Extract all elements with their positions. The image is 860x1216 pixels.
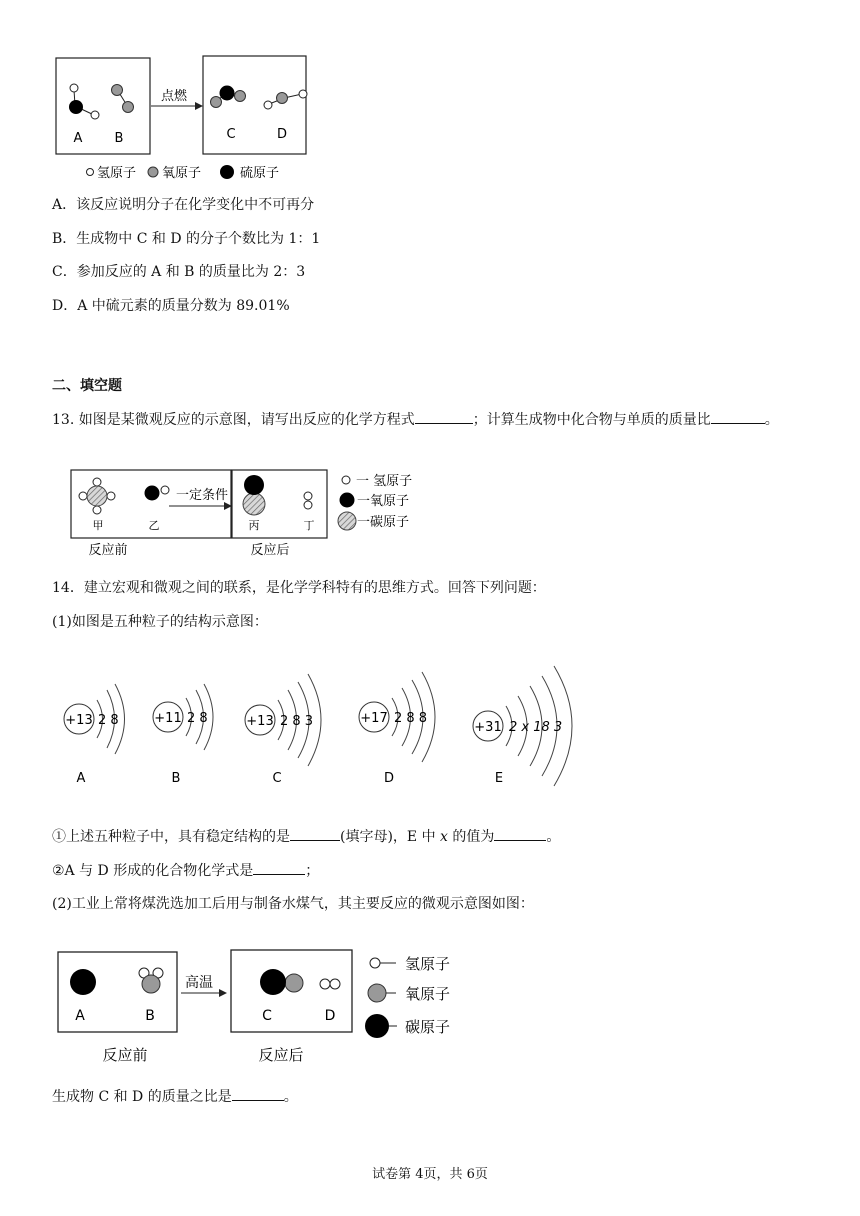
nucleus-d: +17 [360,711,388,726]
q14-blank-x-value [494,826,546,841]
molecule-ding [304,492,312,509]
molecule-bing [243,475,265,515]
shells-d: 2 8 8 [394,711,428,726]
q14-sub1-text-a: ①上述五种粒子中，具有稳定结构的是 [52,829,290,845]
molecule-b [112,85,134,113]
molecule-d [320,979,340,989]
label-yi: 乙 [148,519,160,532]
molecule-a [69,84,99,119]
q13-part2: ；计算生成物中化合物与单质的质量比 [472,412,711,428]
label-a: A [75,1008,85,1024]
q14-sub1-x: x [440,829,448,845]
q13-figure [65,462,435,562]
molecule-yi [145,486,170,501]
label-d: D [276,127,288,142]
molecule-jia [79,478,115,514]
q14-part2: (2)工业上常将煤洗选加工后用与制备水煤气，其主要反应的微观示意图如图： [52,896,534,912]
section-title-fill-blank: 二、填空题 [52,378,122,394]
q14-sub2-text-a: ②A 与 D 形成的化合物化学式是 [52,863,254,879]
q14-figure2 [55,944,475,1069]
label-before: 反应前 [102,1046,148,1064]
q14-sub1-text-d: 。 [546,829,561,845]
q12-option-a: A．该反应说明分子在化学变化中不可再分 [52,197,315,213]
q14-blank-mass-ratio [232,1086,284,1101]
q14-stem: 14．建立宏观和微观之间的联系，是化学学科特有的思维方式。回答下列问题： [52,580,546,596]
molecule-c [260,969,303,995]
q13-part3: 。 [764,412,779,428]
q14-part1: (1)如图是五种粒子的结构示意图： [52,614,268,630]
shells-c: 2 8 3 [280,714,314,729]
q14-blank-formula [253,860,305,875]
q13-blank-equation [415,409,473,424]
q13-blank-mass-ratio [711,409,765,424]
atom-label-d: D [383,771,395,786]
molecule-b [139,968,163,993]
atom-b [153,684,213,786]
legend-c: 碳原子 [405,1018,451,1036]
nucleus-b: +11 [154,711,182,726]
label-after: 反应后 [250,543,290,558]
arrow-label: 高温 [185,975,213,991]
nucleus-c: +13 [246,714,274,729]
label-jia: 甲 [92,519,104,532]
legend-o: 氧原子 [405,985,451,1003]
label-a: A [73,131,83,146]
q12-option-d: D．A 中硫元素的质量分数为 89.01% [52,298,290,314]
atom-d [359,672,435,786]
legend-o: 一氧原子 [357,494,410,509]
atom-label-c: C [272,771,282,786]
molecule-d [264,90,307,109]
q13-part1: 13. 如图是某微观反应的示意图，请写出反应的化学方程式 [52,412,415,428]
page-footer: 试卷第 4页，共 6页 [372,1167,488,1182]
atom-e [473,666,572,786]
label-b: B [145,1008,155,1024]
arrow-label: 一定条件 [175,488,229,503]
label-ding: 丁 [303,519,315,532]
nucleus-e: +31 [474,720,502,735]
q12-option-c: C．参加反应的 A 和 B 的质量比为 2：3 [52,264,306,280]
label-bing: 丙 [248,519,260,532]
q14-last-text-a: 生成物 C 和 D 的质量之比是 [52,1089,232,1105]
legend-h: 氢原子 [97,166,137,181]
nucleus-a: +13 [65,713,93,728]
label-d: D [324,1008,336,1024]
atom-c [245,674,321,786]
q14-last [52,1086,298,1107]
q14-blank-stable [290,826,340,841]
atom-label-e: E [494,771,504,786]
shells-b: 2 8 [187,711,208,726]
legend-h: 一 氢原子 [356,474,413,489]
molecule-c [211,86,246,108]
q12-figure [50,52,320,187]
legend-h: 氢原子 [405,955,451,973]
q14-sub1-text-c: 的值为 [447,829,495,845]
atom-a [64,684,125,786]
atom-label-b: B [171,771,181,786]
q14-sub2 [52,860,319,881]
arrow-label: 点燃 [160,89,188,104]
q14-last-text-b: 。 [283,1089,298,1105]
q13-stem [52,409,779,430]
legend-c: 一碳原子 [357,515,410,530]
label-b: B [114,131,124,146]
label-before: 反应前 [88,543,128,558]
atom-diagrams [50,660,610,790]
q14-sub1 [52,826,560,847]
label-c: C [262,1008,272,1024]
q14-sub2-text-b: ； [305,863,320,879]
label-after: 反应后 [258,1046,304,1064]
q12-option-b: B．生成物中 C 和 D 的分子个数比为 1：1 [52,231,321,247]
legend-s: 硫原子 [240,166,280,181]
atom-label-a: A [76,771,86,786]
shells-e: 2 x 18 3 [509,720,563,735]
molecule-a [70,969,96,995]
q14-sub1-text-b: (填字母)，E 中 [340,829,441,845]
label-c: C [226,127,236,142]
shells-a: 2 8 [98,713,119,728]
legend-o: 氧原子 [162,166,202,181]
